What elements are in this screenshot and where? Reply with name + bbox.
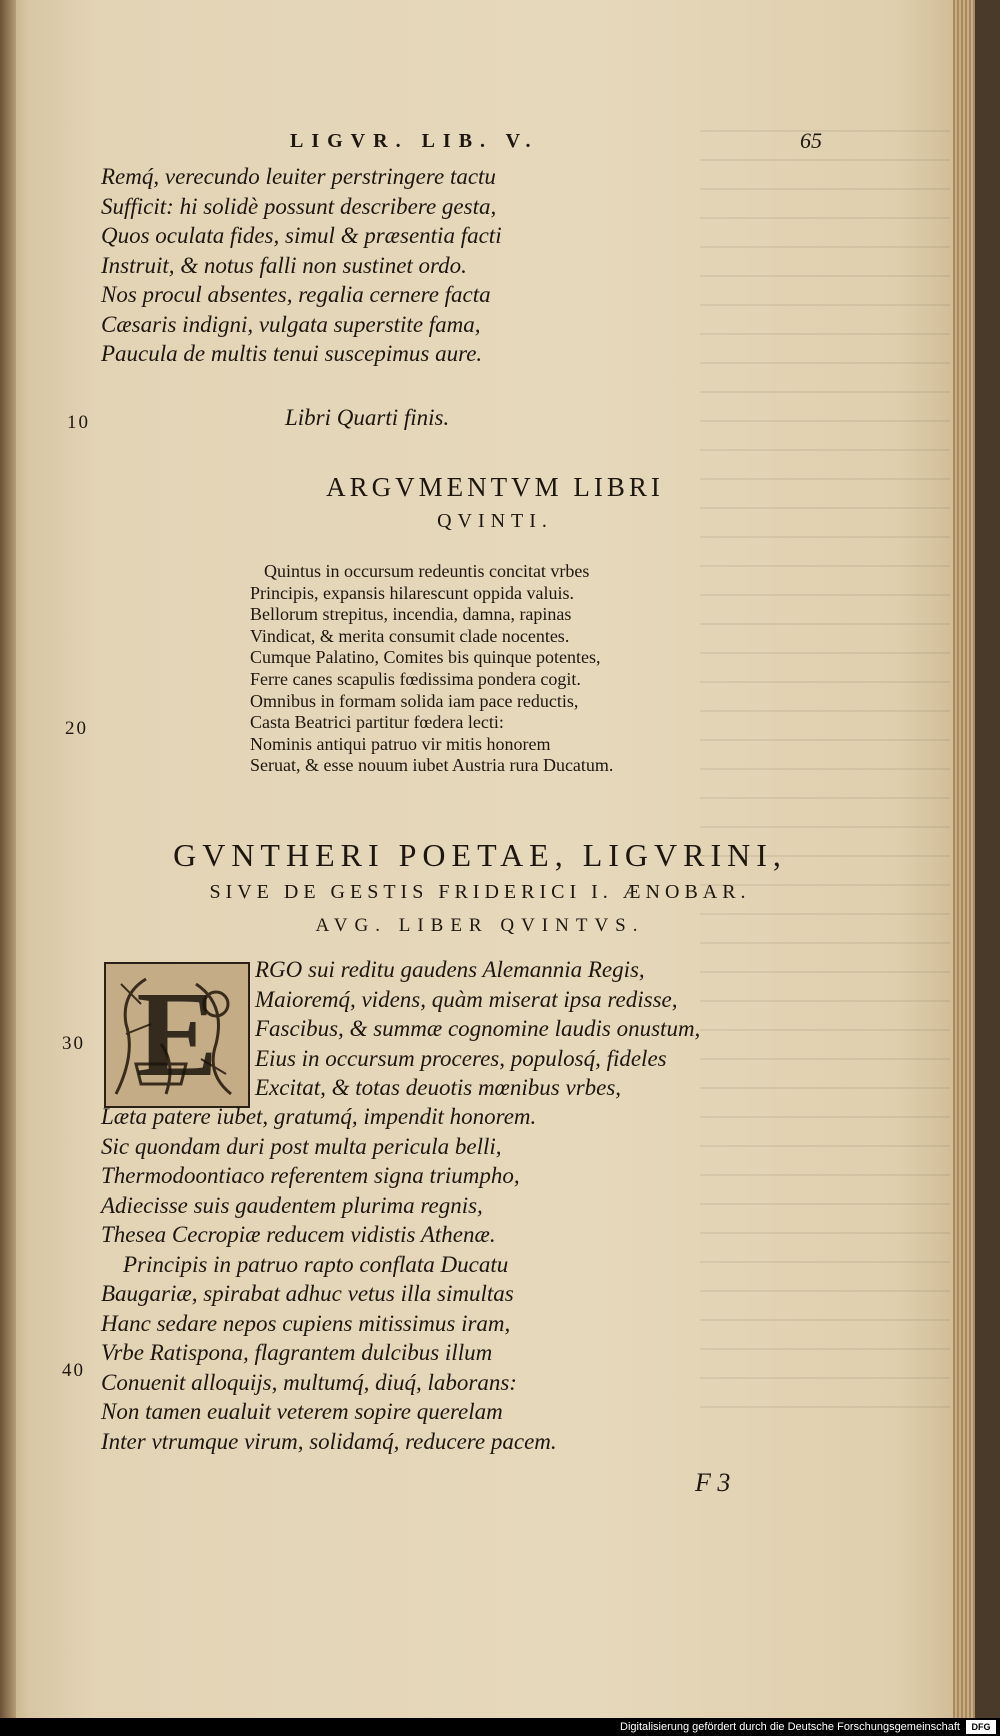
decorated-initial [104, 962, 250, 1108]
verse-line: Maioremq́, videns, quàm miserat ipsa redisse, [255, 986, 678, 1012]
argument-verses [250, 561, 613, 777]
argument-line: Nominis antiqui patruo vir mitis honorem [250, 733, 551, 754]
verse-line: Paucula de multis tenui suscepimus aure. [101, 341, 483, 366]
title-line1: GVNTHERI POETAE, LIGVRINI, [173, 837, 787, 873]
verse-line: Remq́, verecundo leuiter perstringere tactu [101, 164, 496, 189]
verse-line: Cæsaris indigni, vulgata superstite fama, [101, 311, 481, 337]
line-number-30: 30 [62, 1033, 85, 1054]
dfg-logo-icon: DFG [966, 1720, 996, 1734]
verse-line: Læta patere iubet, gratumq́, impendit honorem. [101, 1104, 537, 1129]
verse-line: Excitat, & totas deuotis mœnibus vrbes, [255, 1075, 622, 1100]
verse-line: Inter vtrumque virum, solidamq́, reducere pacem. [101, 1428, 557, 1454]
book-title [110, 835, 850, 943]
page-edges [953, 0, 975, 1718]
verse-line: Nos procul absentes, regalia cernere facta [101, 282, 491, 307]
digitization-footer [0, 1718, 1000, 1736]
initial-letter: E [136, 967, 218, 1102]
verse-block-top [101, 162, 502, 369]
verse-line: Fascibus, & summæ cognomine laudis onustum, [255, 1016, 701, 1041]
line-number-40: 40 [62, 1360, 85, 1381]
verse-line: Quos oculata fides, simul & præsentia facti [101, 223, 502, 248]
argument-title-line1: ARGVMENTVM LIBRI [326, 472, 664, 502]
verse-line: Eius in occursum proceres, populosq́, fideles [255, 1045, 667, 1071]
book-spine [0, 0, 16, 1718]
argument-line: Seruat, & esse nouum iubet Austria rura Ducatum. [250, 755, 614, 776]
verse-line: Thesea Cecropiæ reducem vidistis Athenæ. [101, 1222, 496, 1247]
title-line3: AVG. LIBER QVINTVS. [315, 915, 645, 936]
argument-line: Ferre canes scapulis fœdissima pondera cogit. [250, 668, 581, 689]
book-four-end: Libri Quarti finis. [285, 405, 450, 430]
footer-text: Digitalisierung gefördert durch die Deutsche Forschungsgemeinschaft [620, 1721, 960, 1733]
argument-line: Casta Beatrici partitur fœdera lecti: [250, 712, 504, 733]
signature-mark: F 3 [695, 1468, 731, 1497]
verse-line: Non tamen eualuit veterem sopire querelam [101, 1399, 503, 1424]
argument-line: Quintus in occursum redeuntis concitat vrbes [264, 561, 590, 581]
verse-block-main [101, 1102, 557, 1456]
argument-line: Principis, expansis hilarescunt oppida valuis. [250, 582, 574, 603]
verse-line: RGO sui reditu gaudens Alemannia Regis, [255, 957, 645, 982]
title-line2: SIVE DE GESTIS FRIDERICI I. ÆNOBAR. [209, 881, 751, 903]
verse-line: Baugariæ, spirabat adhuc vetus illa simultas [101, 1281, 514, 1306]
verse-line: Instruit, & notus falli non sustinet ordo. [101, 252, 467, 278]
argument-line: Omnibus in formam solida iam pace reductis, [250, 690, 579, 711]
line-number-10: 10 [67, 412, 90, 433]
page-number: 65 [800, 128, 822, 153]
argument-line: Vindicat, & merita consumit clade nocentes. [250, 625, 570, 646]
verse-line: Adiecisse suis gaudentem plurima regnis, [101, 1192, 483, 1218]
running-head: LIGVR. LIB. V. [290, 130, 539, 152]
argument-title-line2: QVINTI. [437, 510, 553, 532]
verse-line: Hanc sedare nepos cupiens mitissimus iram, [101, 1310, 511, 1336]
verse-line: Conuenit alloquijs, multumq́, diuq́, laborans: [101, 1369, 517, 1395]
verse-line: Vrbe Ratispona, flagrantem dulcibus illum [101, 1340, 493, 1365]
show-through-text [700, 130, 950, 1430]
verse-line: Principis in patruo rapto conflata Ducatu [123, 1251, 509, 1277]
verse-block-initial [255, 955, 700, 1103]
argument-title [270, 470, 720, 538]
argument-line: Cumque Palatino, Comites bis quinque potentes, [250, 647, 601, 668]
argument-line: Bellorum strepitus, incendia, damna, rapinas [250, 604, 572, 625]
line-number-20: 20 [65, 718, 88, 739]
verse-line: Thermodoontiaco referentem signa triumpho, [101, 1163, 520, 1188]
verse-line: Sic quondam duri post multa pericula belli, [101, 1133, 502, 1159]
verse-line: Sufficit: hi solidè possunt describere gesta, [101, 193, 497, 219]
